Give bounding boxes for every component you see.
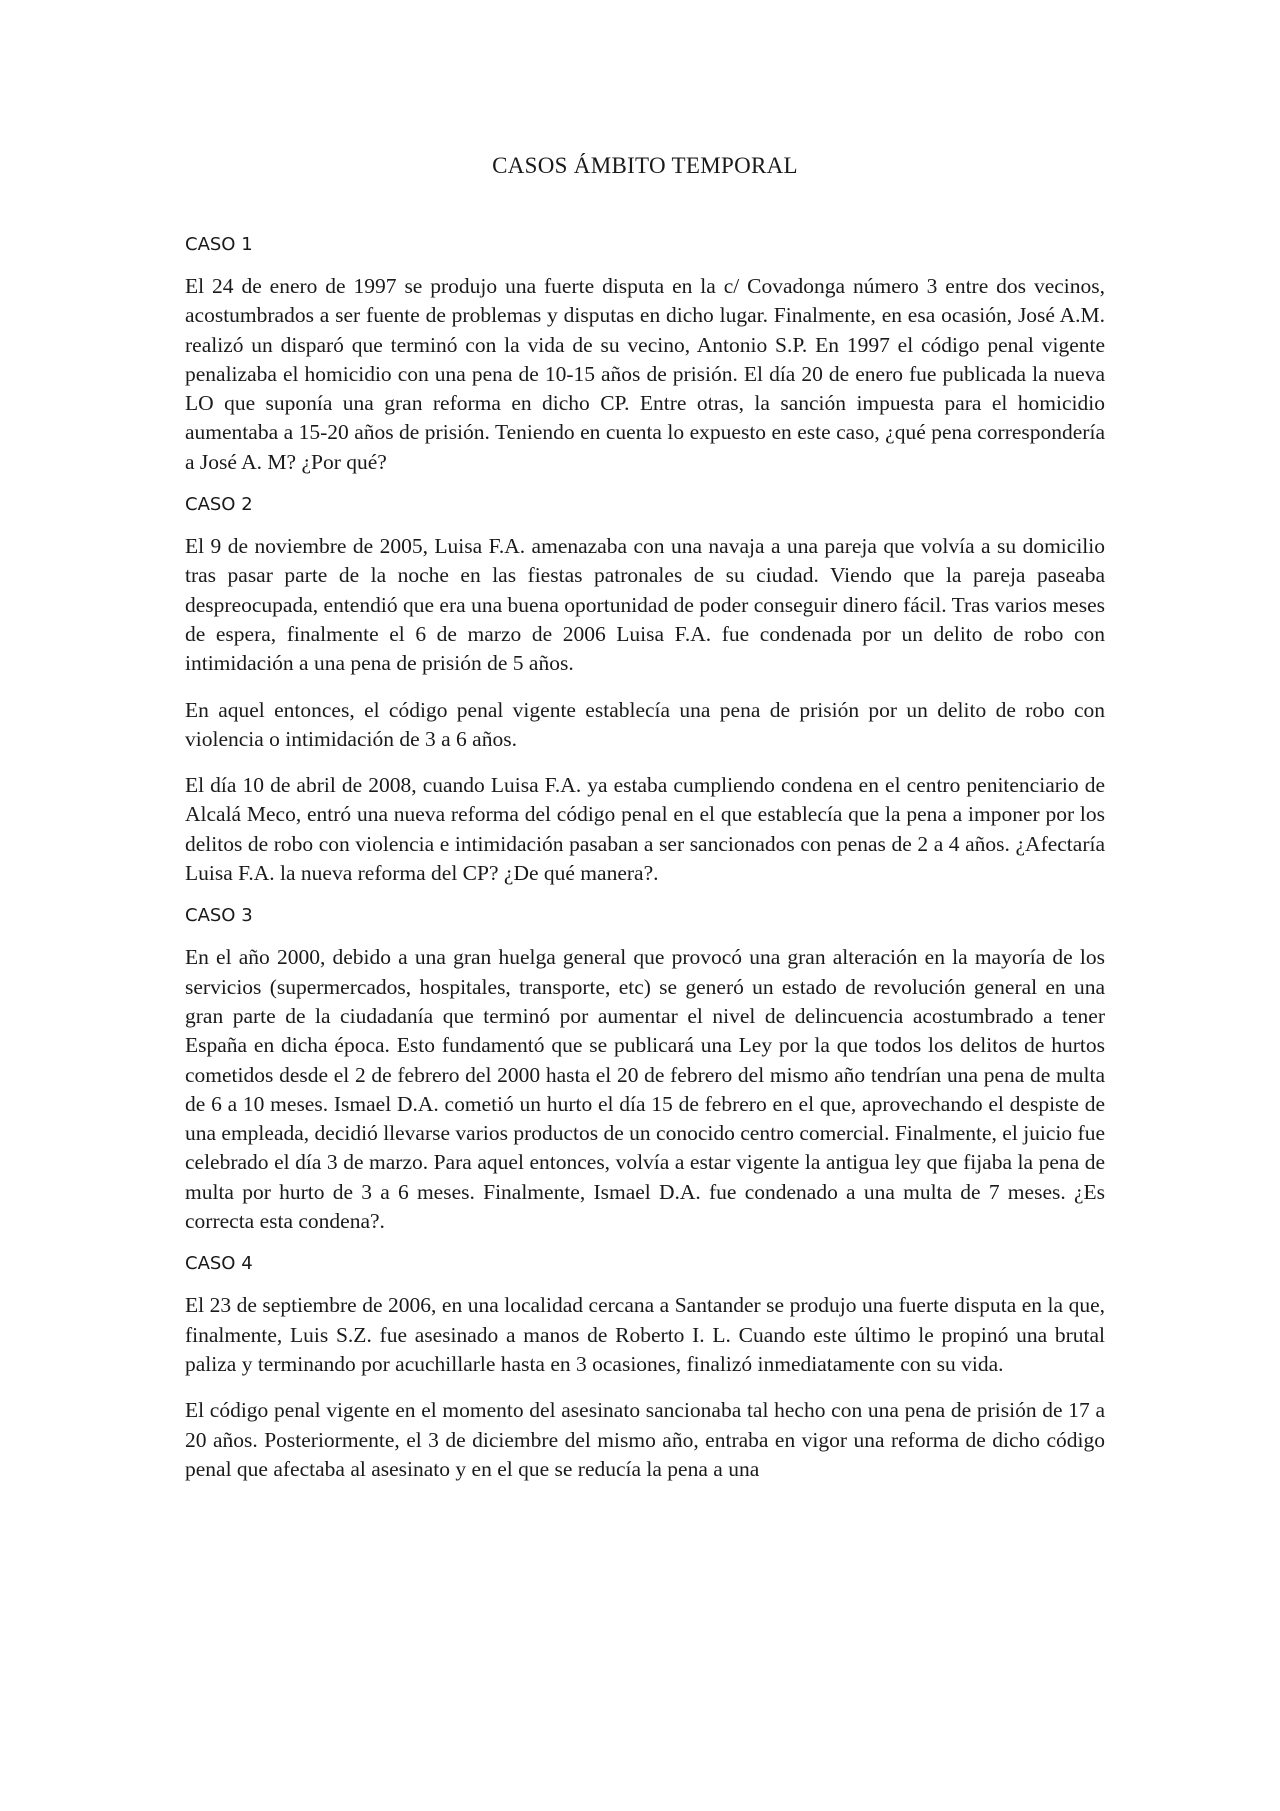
case-paragraph: En aquel entonces, el código penal vigente establecía una pena de prisión por un delito de robo con violencia o intimidación de 3 a 6 años. (185, 697, 1105, 751)
case-heading: CASO 1 (185, 234, 253, 255)
case-heading: CASO 3 (185, 905, 253, 927)
case-3 (185, 905, 1105, 1236)
document-body (185, 153, 1105, 1484)
case-paragraph: El día 10 de abril de 2008, cuando Luisa F.A. ya estaba cumpliendo condena en el centro penitenciario de Alcalá Meco, entró una nueva reforma del código penal en el que establecía que la pena a imponer por los delitos de robo con violencia e intimidación pasaban a ser sancionados con penas de 2 a 4 años. ¿Afectaría Luisa F.A. la nueva reforma del CP? ¿De qué manera?. (185, 773, 1105, 886)
document-title: CASOS ÁMBITO TEMPORAL (492, 153, 798, 178)
case-paragraph: En el año 2000, debido a una gran huelga general que provocó una gran alteración en la mayoría de los servicios (supermercados, hospitales, transporte, etc) se generó un estado de revolución general en una gran parte de la ciudadanía que terminó por aumentar el nivel de delincuencia acostumbrado a tener España en dicha época. Esto fundamentó que se publicará una Ley por la que todos los delitos de hurtos cometidos desde el 2 de febrero del 2000 hasta el 20 de febrero del mismo año tendrían una pena de multa de 6 a 10 meses. Ismael D.A. cometió un hurto el día 15 de febrero en el que, aprovechando el despiste de una empleada, decidió llevarse varios productos de un conocido centro comercial. Finalmente, el juicio fue celebrado el día 3 de marzo. Para aquel entonces, volvía a estar vigente la antigua ley que fijaba la pena de multa por hurto de 3 a 6 meses. Finalmente, Ismael D.A. fue condenado a una multa de 7 meses. ¿Es correcta esta condena?. (185, 945, 1105, 1234)
case-paragraph: El código penal vigente en el momento del asesinato sancionaba tal hecho con una pena de prisión de 17 a 20 años. Posteriormente, el 3 de diciembre del mismo año, entraba en vigor una reforma de dicho código penal que afectaba al asesinato y en el que se reducía la pena a una (185, 1398, 1105, 1481)
case-4 (185, 1253, 1105, 1484)
case-paragraph: El 9 de noviembre de 2005, Luisa F.A. amenazaba con una navaja a una pareja que volvía a su domicilio tras pasar parte de la noche en las fiestas patronales de su ciudad. Viendo que la pareja paseaba despreocupada, entendió que era una buena oportunidad de poder conseguir dinero fácil. Tras varios meses de espera, finalmente el 6 de marzo de 2006 Luisa F.A. fue condenada por un delito de robo con intimidación a una pena de prisión de 5 años. (185, 534, 1105, 676)
case-paragraph: El 23 de septiembre de 2006, en una localidad cercana a Santander se produjo una fuerte disputa en la que, finalmente, Luis S.Z. fue asesinado a manos de Roberto I. L. Cuando este último le propinó una brutal paliza y terminando por acuchillarle hasta en 3 ocasiones, finalizó inmediatamente con su vida. (185, 1293, 1105, 1376)
case-1 (185, 234, 1105, 477)
case-heading: CASO 4 (185, 1253, 253, 1275)
case-paragraph: El 24 de enero de 1997 se produjo una fuerte disputa en la c/ Covadonga número 3 entre dos vecinos, acostumbrados a ser fuente de problemas y disputas en dicho lugar. Finalmente, en esa ocasión, José A.M. realizó un disparó que terminó con la vida de su vecino, Antonio S.P. En 1997 el código penal vigente penalizaba el homicidio con una pena de 10-15 años de prisión. El día 20 de enero fue publicada la nueva LO que suponía una gran reforma en dicho CP. Entre otras, la sanción impuesta para el homicidio aumentaba a 15-20 años de prisión. Teniendo en cuenta lo expuesto en este caso, ¿qué pena correspondería a José A. M? ¿Por qué? (185, 274, 1105, 474)
case-2 (185, 494, 1105, 888)
case-heading: CASO 2 (185, 494, 253, 516)
